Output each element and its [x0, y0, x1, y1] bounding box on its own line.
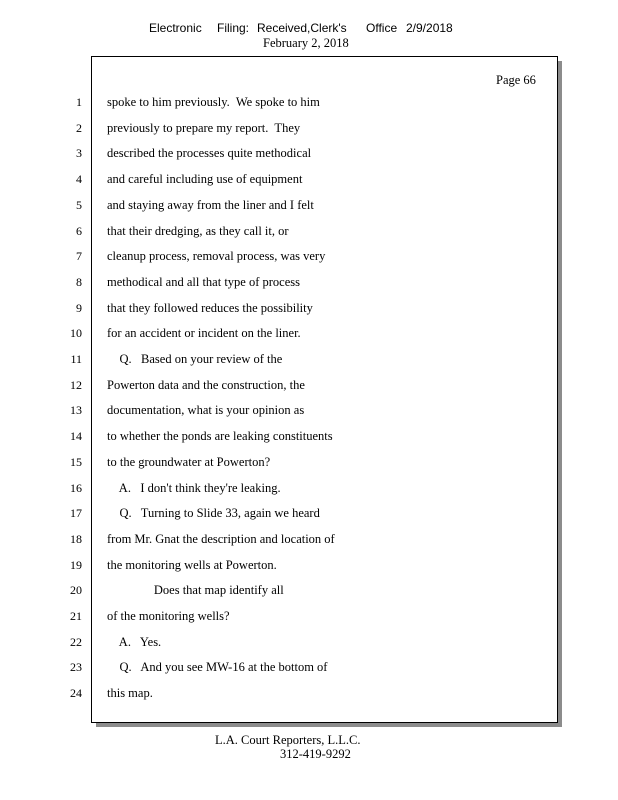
line-text: spoke to him previously. We spoke to him — [107, 95, 320, 109]
line-text: and careful including use of equipment — [107, 172, 303, 187]
line-text: Q. Turning to Slide 33, again we heard — [107, 506, 320, 521]
line-text: to the groundwater at Powerton? — [107, 454, 271, 469]
line-number: 11 — [70, 352, 82, 366]
line-number: 7 — [76, 249, 82, 264]
line-number: 13 — [70, 403, 82, 418]
line-text: for an accident or incident on the liner. — [107, 326, 301, 341]
line-text: methodical and all that type of process — [107, 274, 300, 289]
line-text: this map. — [107, 686, 153, 701]
header-file-date: 2/9/2018 — [406, 21, 453, 35]
line-number: 23 — [70, 660, 82, 675]
line-number: 2 — [76, 120, 82, 135]
line-text: A. I don't think they're leaking. — [107, 480, 281, 495]
line-text: from Mr. Gnat the description and location of — [107, 531, 335, 546]
line-text: Q. Based on your review of the — [107, 352, 283, 366]
header-filing: Filing: — [217, 21, 250, 35]
line-number: 24 — [70, 686, 82, 701]
line-number: 5 — [76, 197, 82, 212]
line-text: that they followed reduces the possibility — [107, 300, 313, 315]
header-electronic: Electronic — [149, 21, 202, 35]
line-text: that their dredging, as they call it, or — [107, 223, 289, 238]
line-text: to whether the ponds are leaking constituents — [107, 429, 333, 444]
line-text: Does that map identify all — [107, 583, 284, 598]
page-number: Page 66 — [496, 73, 536, 87]
header-office: Office — [366, 21, 398, 35]
line-number: 6 — [76, 223, 82, 238]
line-text: A. Yes. — [107, 634, 162, 649]
line-number: 21 — [70, 609, 82, 623]
line-text: of the monitoring wells? — [107, 609, 230, 623]
line-text: documentation, what is your opinion as — [107, 403, 305, 418]
line-number: 3 — [76, 146, 82, 161]
line-text: described the processes quite methodical — [107, 146, 312, 161]
line-text: Q. And you see MW-16 at the bottom of — [107, 660, 328, 675]
footer-company: L.A. Court Reporters, L.L.C. — [215, 733, 361, 747]
line-number: 4 — [76, 172, 82, 187]
line-number: 14 — [70, 429, 82, 444]
line-number: 18 — [70, 531, 82, 546]
line-number: 17 — [70, 506, 82, 521]
header-received: Received,Clerk's — [257, 21, 347, 35]
line-number: 16 — [70, 480, 82, 495]
line-text: and staying away from the liner and I felt — [107, 197, 314, 212]
header-date: February 2, 2018 — [263, 36, 349, 50]
line-number: 9 — [76, 300, 82, 315]
line-number: 19 — [70, 557, 82, 572]
line-number: 1 — [76, 95, 82, 109]
line-text: previously to prepare my report. They — [107, 120, 301, 135]
line-text: Powerton data and the construction, the — [107, 377, 305, 392]
line-number: 15 — [70, 454, 82, 469]
line-text: the monitoring wells at Powerton. — [107, 557, 277, 572]
line-number: 10 — [70, 326, 82, 341]
line-number: 22 — [70, 634, 82, 649]
line-number: 20 — [70, 583, 82, 598]
line-text: cleanup process, removal process, was very — [107, 249, 326, 264]
line-number: 12 — [70, 377, 82, 392]
footer-phone: 312-419-9292 — [280, 747, 351, 761]
line-number: 8 — [76, 274, 82, 289]
